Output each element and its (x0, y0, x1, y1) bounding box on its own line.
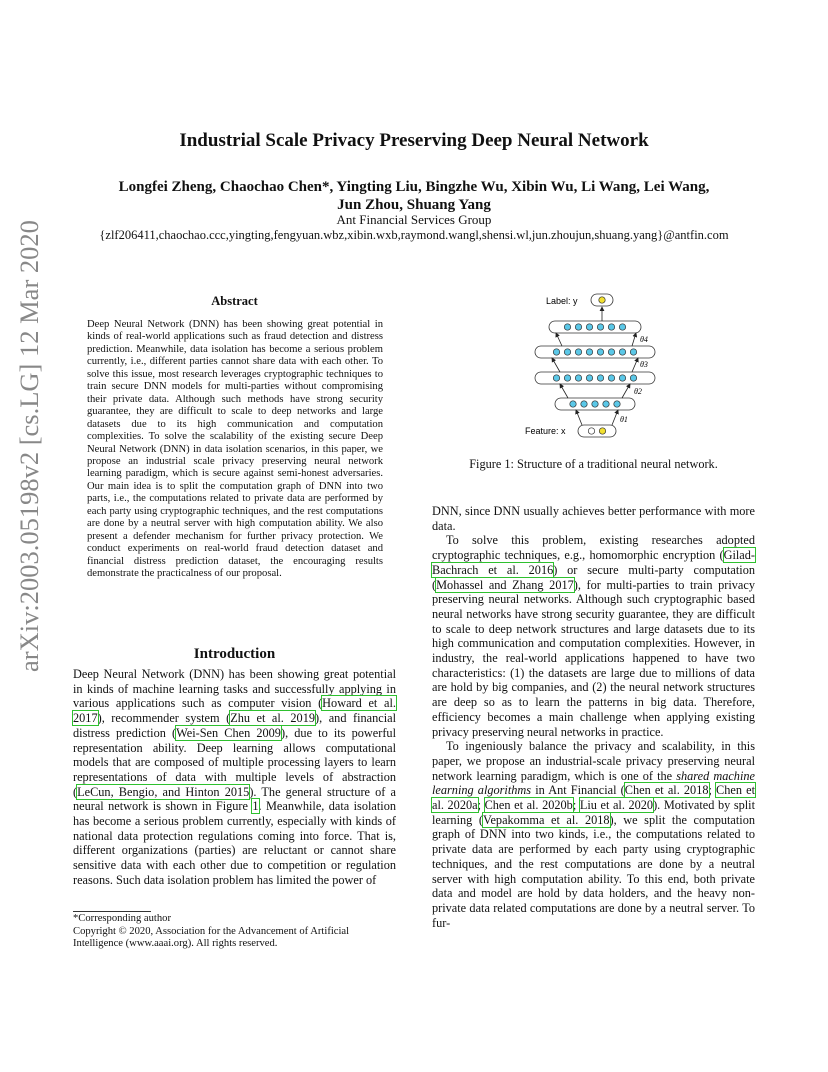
citation-link[interactable]: Gilad-Bachrach et al. 2016 (432, 548, 755, 577)
figure-ref-link[interactable]: 1 (252, 799, 259, 814)
neuron-node (630, 349, 636, 355)
io-node (588, 428, 594, 434)
citation-link[interactable]: Vepakomma et al. 2018 (482, 812, 610, 827)
paragraph: To ingeniously balance the privacy and scalability, in this paper, we propose an industrial-scale privacy preserving neural network learning paradigm, which is one of the shared machine learning algorithms in Ant Financial (Chen et al. 2018; Chen et al. 2020a; Chen et al. 2020b; Liu et al. 2020). Motivated by split learning (Vepakomma et al. 2018), we split the computation graph of DNN into two kinds, i.e., the computations related to private data are performed by each party using cryptographic techniques, and the rest computations are done by a neutral server with high computation ability. To this end, both private data and model are hold by data holders, and the heavy non-private data related computations are done by a neutral server. To fur- (432, 739, 756, 930)
flow-arrow (632, 333, 636, 346)
figure-caption: Figure 1: Structure of a traditional neural network. (469, 457, 718, 471)
neuron-node (592, 401, 598, 407)
citation-link[interactable]: LeCun, Bengio, and Hinton 2015 (77, 784, 250, 799)
citation-link[interactable]: Howard et al. 2017 (73, 696, 396, 726)
authors-line-2: Jun Zhou, Shuang Yang (337, 197, 491, 213)
neuron-node (570, 401, 576, 407)
theta2-label: θ2 (634, 387, 642, 396)
citation-link[interactable]: Chen et al. 2020a (432, 783, 755, 813)
neuron-node (553, 349, 559, 355)
copyright-note: Copyright © 2020, Association for the Advancement of Artificial Intelligence (www.aaai.org). All rights reserved. (73, 925, 350, 950)
citation-link[interactable]: Mohassel and Zhang 2017 (436, 577, 574, 592)
citation-link[interactable]: Liu et al. 2020 (579, 798, 654, 813)
neuron-node (603, 401, 609, 407)
neuron-node (564, 375, 570, 381)
flow-arrow (576, 410, 582, 425)
neuron-node (619, 375, 625, 381)
paper-title: Industrial Scale Privacy Preserving Deep Neural Network (179, 130, 649, 151)
author-emails: {zlf206411,chaochao.ccc,yingting,fengyuan.wbz,xibin.wxb,raymond.wangl,shensi.wl,jun.zhoujun,shuang.yang}@antfin.com (99, 228, 729, 242)
input-layer (578, 425, 616, 437)
neuron-node (586, 324, 592, 330)
citation-link[interactable]: Zhu et al. 2019 (230, 711, 316, 726)
introduction-heading: Introduction (193, 646, 276, 662)
flow-arrow (556, 333, 562, 346)
paragraph: DNN, since DNN usually achieves better performance with more data. (432, 504, 755, 533)
flow-arrow (632, 358, 638, 372)
neuron-node (614, 401, 620, 407)
neuron-node (553, 375, 559, 381)
abstract-text: Deep Neural Network (DNN) has been showing great potential in kinds of real-world applications such as fraud detection and distress prediction. Meanwhile, data isolation has become a serious problem currently, i.e., different parties cannot share data with each other. To solve this issue, most research leverages cryptographic techniques to train secure DNN models for multi-parties without compromising their private data. Although such methods have strong security guarantee, they are difficult to scale to deep networks and large datasets due to its high communication and computation complexities. To solve the scalability of the existing secure Deep Neural Network (DNN) in data isolation scenarios, in this paper, we propose an industrial scale privacy preserving neural network learning paradigm, which is secure against semi-honest adversaries. Our main idea is to split the computation graph of DNN into two parts, i.e., the computations related to private data are performed by each party using cryptographic techniques, and the rest computations are done by a neutral server with high computation ability. We also present a defender mechanism for further privacy protection. We conduct experiments on real-world fraud detection dataset and financial distress prediction dataset, the encouraging results demonstrate the practicalness of our proposal. (87, 319, 383, 580)
neuron-node (597, 375, 603, 381)
author-list (60, 178, 768, 214)
label-y-text: Label: y (546, 296, 578, 306)
hidden-layer-4 (549, 321, 641, 333)
corresponding-author-note: *Corresponding author (73, 913, 171, 924)
affiliation: Ant Financial Services Group (336, 212, 492, 227)
neuron-node (630, 375, 636, 381)
io-node (599, 428, 605, 434)
citation-link[interactable]: Chen et al. 2020b (484, 798, 573, 813)
neuron-node (586, 375, 592, 381)
citation-link[interactable]: Chen et al. 2018 (624, 783, 709, 798)
neuron-node (608, 375, 614, 381)
footnotes (73, 913, 396, 951)
io-node (599, 297, 605, 303)
theta1-label: θ1 (620, 415, 628, 424)
neuron-node (575, 375, 581, 381)
neuron-node (564, 349, 570, 355)
theta4-label: θ4 (640, 335, 648, 344)
flow-arrow (552, 358, 560, 372)
neural-network-figure (520, 290, 670, 445)
neuron-node (619, 349, 625, 355)
neuron-node (575, 324, 581, 330)
neuron-node (564, 324, 570, 330)
arxiv-stamp: arXiv:2003.05198v2 [cs.LG] 12 Mar 2020 (14, 220, 44, 672)
flow-arrow (612, 410, 618, 425)
neuron-node (581, 401, 587, 407)
neuron-node (608, 349, 614, 355)
neuron-node (608, 324, 614, 330)
flow-arrow (560, 384, 568, 398)
paragraph: To solve this problem, existing researches adopted cryptographic techniques, e.g., homomorphic encryption (Gilad-Bachrach et al. 2016) or secure multi-party computation (Mohassel and Zhang 2017), for multi-parties to train privacy preserving neural networks. Although such cryptographic based neural networks have strong security guarantee, they are difficult to scale to deep network structures and large datasets due to its high communication and computation complexities. However, in industry, the real-world applications happened to have two characteristics: (1) the datasets are large due to millions of data are hold by big companies, and (2) the neural network structures are deep so as to learn the patterns in big data. Therefore, efficiency becomes a main challenge when applying existing privacy preserving neural networks in practice. (432, 533, 756, 739)
theta3-label: θ3 (640, 360, 648, 369)
citation-link[interactable]: Wei-Sen Chen 2009 (176, 725, 281, 740)
authors-line-1: Longfei Zheng, Chaochao Chen*, Yingting Liu, Bingzhe Wu, Xibin Wu, Li Wang, Lei Wang, (118, 179, 710, 195)
feature-x-text: Feature: x (525, 426, 566, 436)
neuron-node (586, 349, 592, 355)
neuron-node (597, 349, 603, 355)
neuron-node (619, 324, 625, 330)
flow-arrow (622, 384, 630, 398)
abstract-heading: Abstract (211, 294, 258, 308)
footnote-rule (73, 911, 151, 912)
introduction-paragraph: Deep Neural Network (DNN) has been showing great potential in kinds of machine learning tasks and successfully applying in various applications such as computer vision (Howard et al. 2017), recommender system (Zhu et al. 2019), and financial distress prediction (Wei-Sen Chen 2009), due to its powerful representation ability. Deep learning allows computational models that are composed of multiple processing layers to learn representations of data with multiple levels of abstraction (LeCun, Bengio, and Hinton 2015). The general structure of a neural network is shown in Figure 1. Meanwhile, data isolation has become a serious problem currently, especially with kinds of national data protection regulations coming into force. That is, different organizations (parties) are reluctant or cannot share sensitive data with each other due to competition or regulation reasons. Such data isolation problem has limited the power of (73, 667, 397, 887)
neuron-node (575, 349, 581, 355)
right-column-text (432, 504, 755, 930)
neuron-node (597, 324, 603, 330)
